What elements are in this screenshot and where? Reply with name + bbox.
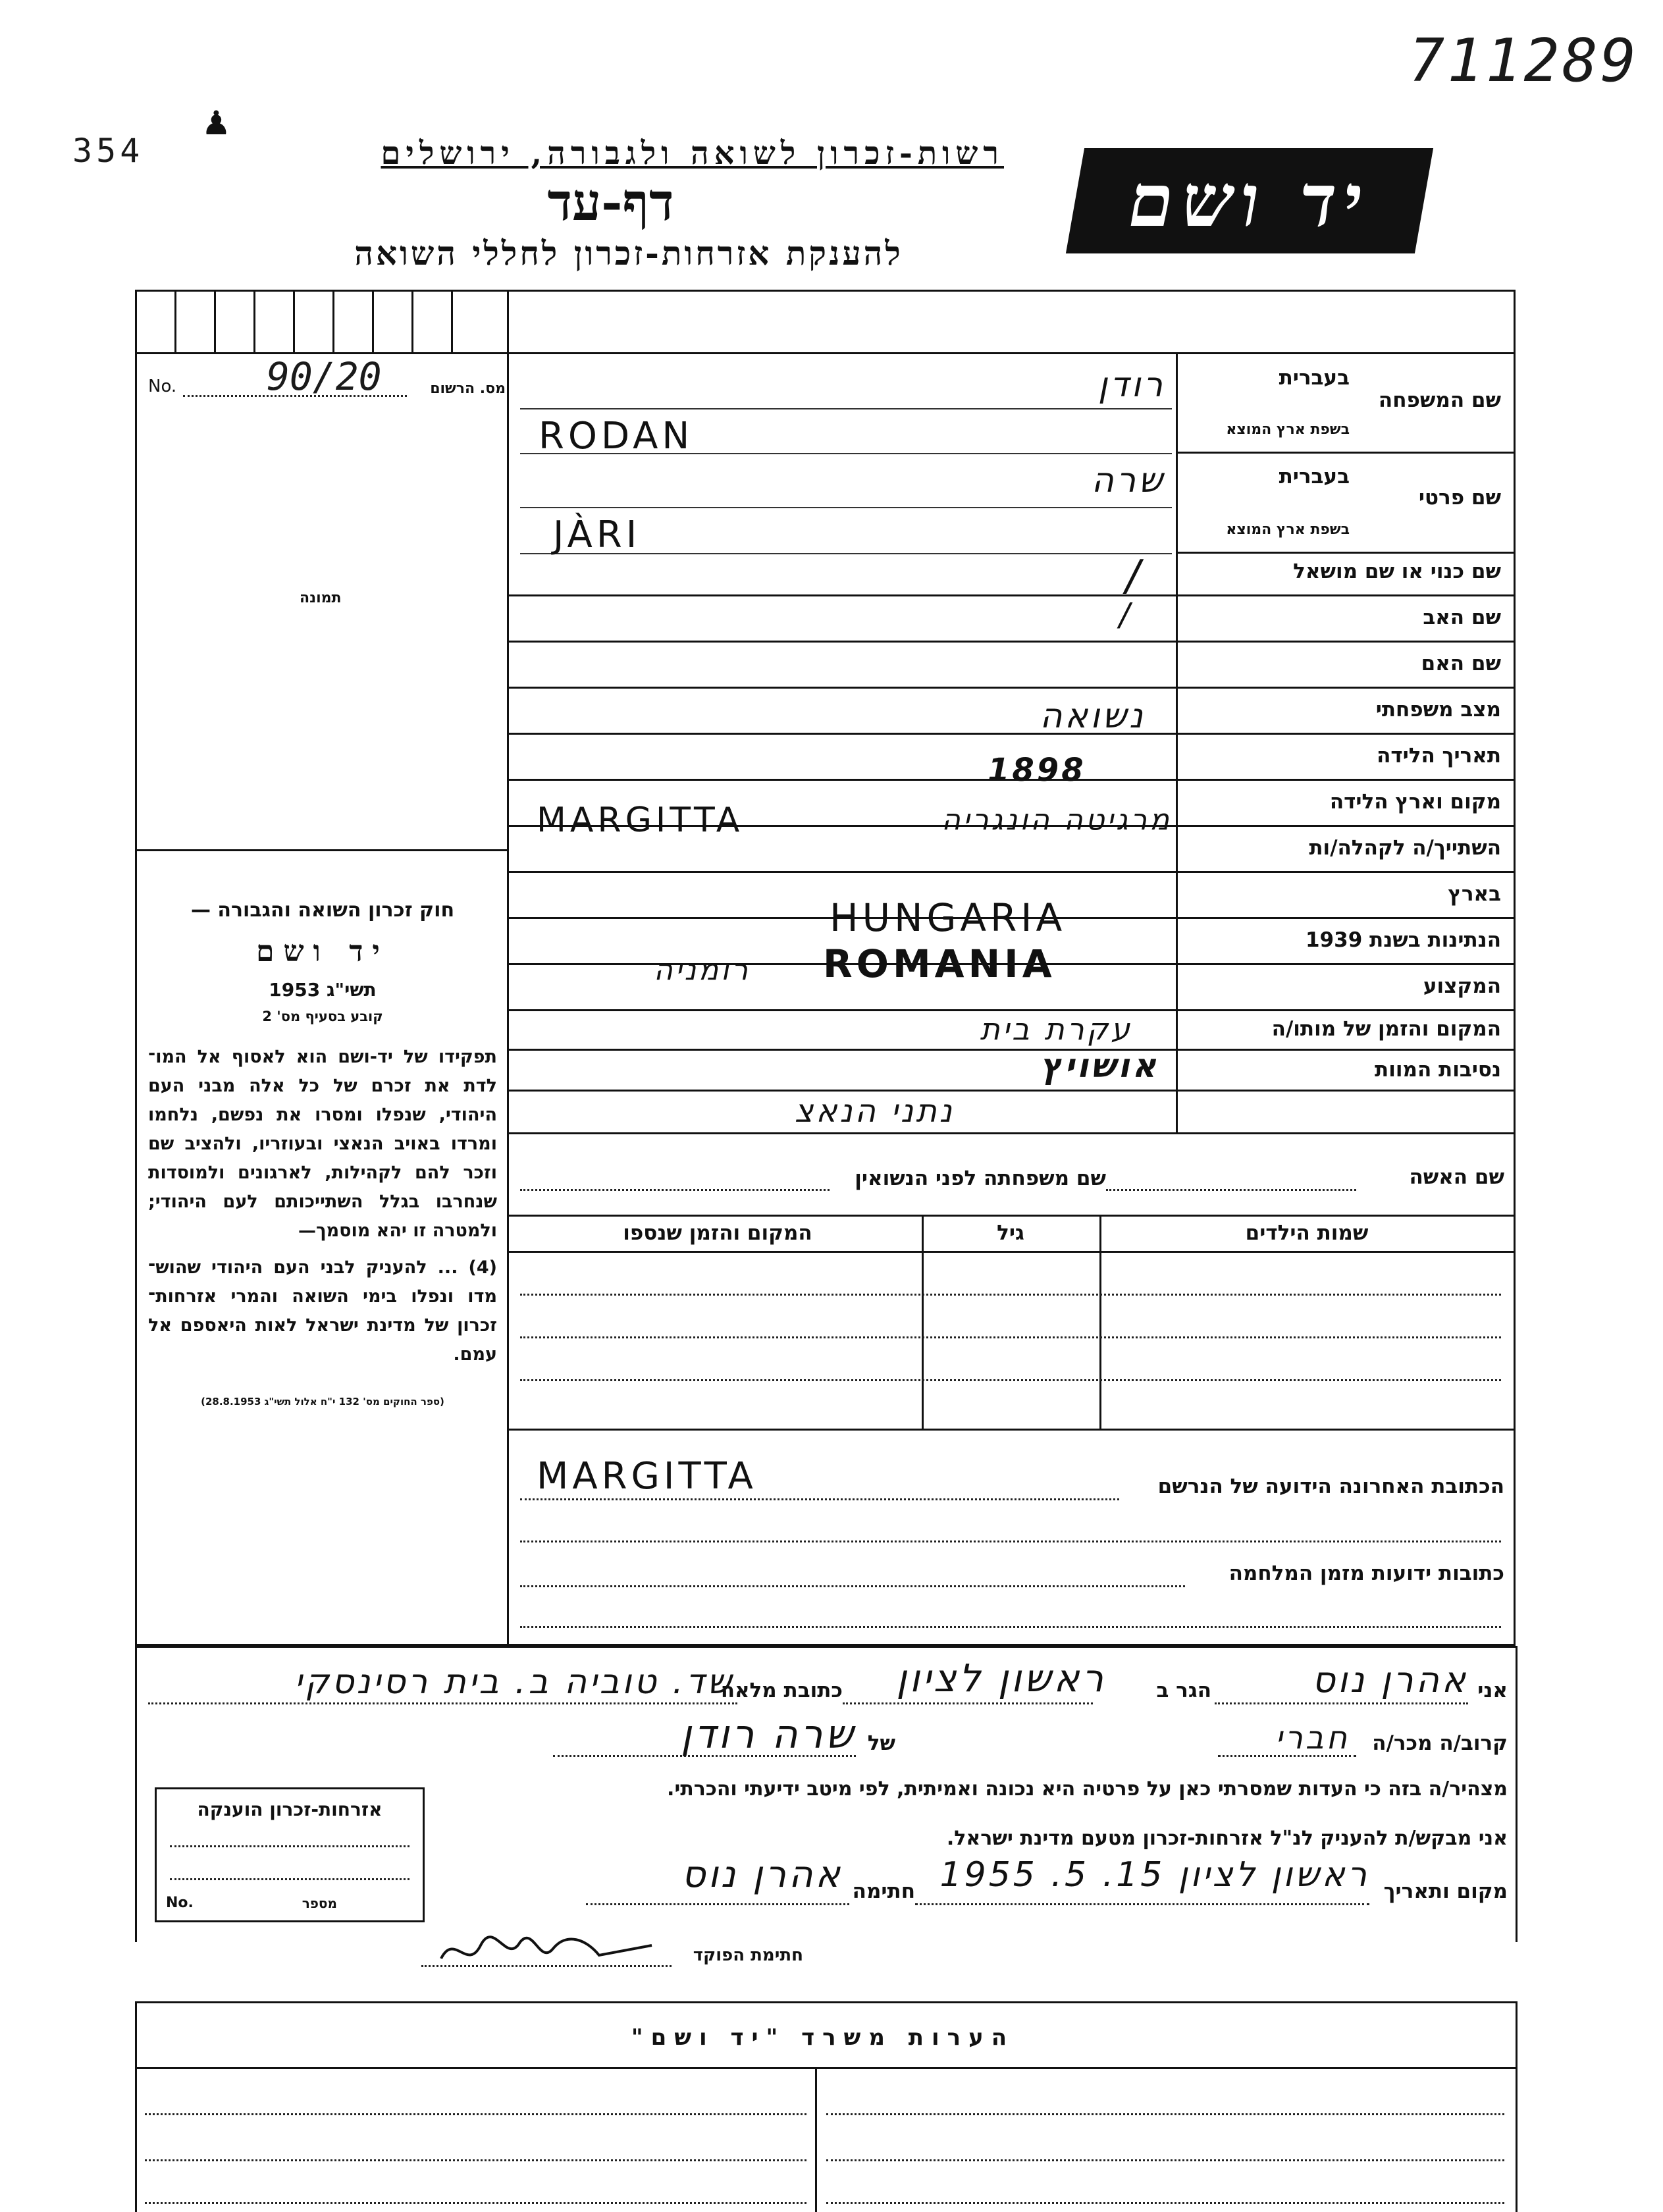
family-origin-lang-label: בשפת ארץ המוצא	[1226, 421, 1350, 438]
form-subtitle: להענקת אזרחות-זכרון לחללי השואה	[354, 234, 903, 273]
citizenship-box-title: אזרחות-זכרון הוענקה	[197, 1799, 383, 1820]
law-clause: קובע בסעיף מס' 2	[262, 1009, 383, 1024]
family-name-label: שם המשפחה	[1378, 388, 1501, 412]
officer-signature-scribble	[435, 1919, 658, 1978]
authority-name: רשות-זכרון לשואה ולגבורה, ירושלים	[381, 135, 1004, 172]
page-number: 354	[72, 132, 144, 170]
law-body: תפקידו של יד-ושם הוא לאסוף אל המו־ לדת את זכרם של כל אלה מבני העם היהודי, שנפלו ומסרו את נפשם, נלחמו ומרדו באויב הנאצי ובעוזריו, ולהציב שם וזכר להם לקהילות, לארגונים ולמוסדות שנחרבו בגלל השתייכותם לעם היהודי; ולמטרה זו יהא מוסמך—	[148, 1047, 497, 1241]
relation-value: חברי	[1275, 1720, 1350, 1756]
mother-name-label: שם האם	[1421, 652, 1501, 675]
law-footnote: (ספר החוקים מס' 132 י"ח אלול תשי"ג 28.8.1953)	[201, 1396, 444, 1408]
reg-number-value: 90/20	[267, 354, 382, 399]
birthdate-value: 1898	[988, 752, 1086, 789]
war-address-label: כתובות ידועות מזמן המלחמה	[1228, 1562, 1504, 1585]
wife-name-label: שם האשה	[1409, 1165, 1504, 1189]
photo-label: תמונה	[300, 590, 342, 606]
law-year: תשי"ג 1953	[269, 979, 377, 1001]
first-name-latin-value: JÀRI	[553, 514, 641, 556]
first-name-hebrew-value: שרה	[1091, 461, 1165, 500]
profession-value: עקרת בית	[980, 1011, 1132, 1047]
country-label: בארץ	[1448, 882, 1501, 906]
declarant-city-value: ראשון לציון	[896, 1656, 1106, 1700]
reg-number-label: מס. הרשום	[430, 381, 506, 397]
citizenship-granted-box	[155, 1787, 425, 1922]
column-separator	[507, 290, 509, 1646]
first-name-label: שם פרטי	[1418, 486, 1501, 510]
family-hebrew-label: בעברית	[1279, 366, 1350, 390]
logo-text: יד ושם	[1121, 158, 1378, 243]
of-person-value: שרה רודן	[681, 1712, 856, 1758]
children-age-header: גיל	[997, 1221, 1024, 1245]
declarant-address-value: שד. טוביה ב. בית רסינסקי	[294, 1662, 734, 1702]
stamp-mark: ♟	[201, 104, 231, 142]
father-name-value: /	[1119, 596, 1133, 633]
children-death-header: המקום והזמן שנספו	[623, 1221, 812, 1245]
marital-status-value: נשואה	[1040, 697, 1146, 736]
law-body-clause-4: (4) ... להעניק לבני העם היהודי שהוש־ מדו ונפלו בימי השואה והמרי אזרחות־ זכרון של מדינת ישראל לאות היאספם אל עמם.	[148, 1257, 497, 1365]
archive-number: 711289	[1409, 26, 1639, 95]
place-date-label: מקום ותאריך	[1383, 1880, 1508, 1903]
citizenship-box-no: No.	[166, 1895, 194, 1911]
first-hebrew-label: בעברית	[1279, 465, 1350, 488]
officer-signature-label: חתימת הפוקד	[693, 1945, 803, 1965]
declaration-request: אני מבקש/ת להעניק לנ"ל אזרחות-זכרון מטעם מדינת ישראל.	[946, 1827, 1508, 1850]
birthplace-hebrew-value: מרגיטה הונגריה	[941, 803, 1172, 837]
no-label: No.	[148, 377, 177, 396]
citizenship-latin-value: ROMANIA	[823, 941, 1056, 986]
full-address-label: כתובת מלאה	[720, 1679, 843, 1702]
children-names-header: שמות הילדים	[1245, 1221, 1369, 1245]
relative-label: קרוב/ה מכר/ה	[1372, 1731, 1508, 1755]
declarant-prefix: אני	[1477, 1679, 1508, 1702]
family-name-hebrew-value: רודן	[1097, 365, 1165, 405]
death-circumstances-value: נתני הנאצ	[794, 1093, 955, 1130]
children-table-header-bottom	[507, 1251, 1516, 1253]
family-name-latin-value: RODAN	[539, 415, 694, 458]
maiden-name-label: שם משפחתה לפני הנשואין	[855, 1167, 1106, 1190]
law-title: חוק זכרון השואה והגבורה —	[190, 899, 455, 922]
nickname-label: שם כנוי או שם מושאל	[1293, 560, 1501, 583]
declaration-statement: מצהיר/ה בזה כי העדות שמסרתי כאן על פרטיה היא נכונה ואמיתית, לפי מיטב ידיעתי והכרתי.	[667, 1778, 1508, 1801]
citizenship-label: הנתינות בשנת 1939	[1305, 928, 1501, 952]
death-place-label: המקום והזמן של מותו/ה	[1271, 1017, 1501, 1041]
resides-in-label: הגר ב	[1156, 1679, 1211, 1702]
nickname-value: /	[1126, 552, 1143, 600]
law-name: יד ושם	[256, 935, 389, 968]
law-text-block	[148, 899, 497, 1408]
marital-status-label: מצב משפחתי	[1375, 698, 1501, 722]
citizenship-hebrew-value: רומניה	[654, 953, 751, 987]
signature-value: אהרן נוס	[681, 1853, 843, 1896]
label-column-separator	[1176, 352, 1178, 1132]
declarant-name-value: אהרן נוס	[1311, 1659, 1468, 1700]
death-circumstances-label: נסיבות המוות	[1375, 1058, 1501, 1082]
signature-label: חתימה	[852, 1880, 915, 1903]
country-value: HUNGARIA	[830, 895, 1067, 940]
profession-label: המקצוע	[1423, 974, 1501, 998]
last-address-value: MARGITTA	[537, 1455, 757, 1498]
place-date-value: ראשון לציון 15. 5. 1955	[939, 1855, 1369, 1895]
of-label: של	[867, 1731, 895, 1755]
yad-vashem-logo	[1066, 148, 1433, 253]
birthdate-label: תאריך הלידה	[1377, 744, 1501, 768]
father-name-label: שם האב	[1423, 606, 1501, 629]
community-label: השתייך/ה לקהלה/ות	[1309, 836, 1501, 860]
last-address-label: הכתובת האחרונה הידועה של הנרשם	[1157, 1475, 1504, 1498]
remarks-title: הערות משרד "יד ושם"	[631, 2024, 1015, 2051]
photo-area-bottom	[135, 849, 507, 851]
first-origin-lang-label: בשפת ארץ המוצא	[1226, 521, 1350, 538]
form-title: דף-עד	[547, 172, 674, 232]
death-place-value: אושויץ	[1040, 1047, 1159, 1085]
birthplace-label: מקום וארץ הלידה	[1329, 790, 1501, 814]
birthplace-latin-value: MARGITTA	[537, 801, 744, 840]
citizenship-box-number-label: מספר	[302, 1895, 337, 1911]
